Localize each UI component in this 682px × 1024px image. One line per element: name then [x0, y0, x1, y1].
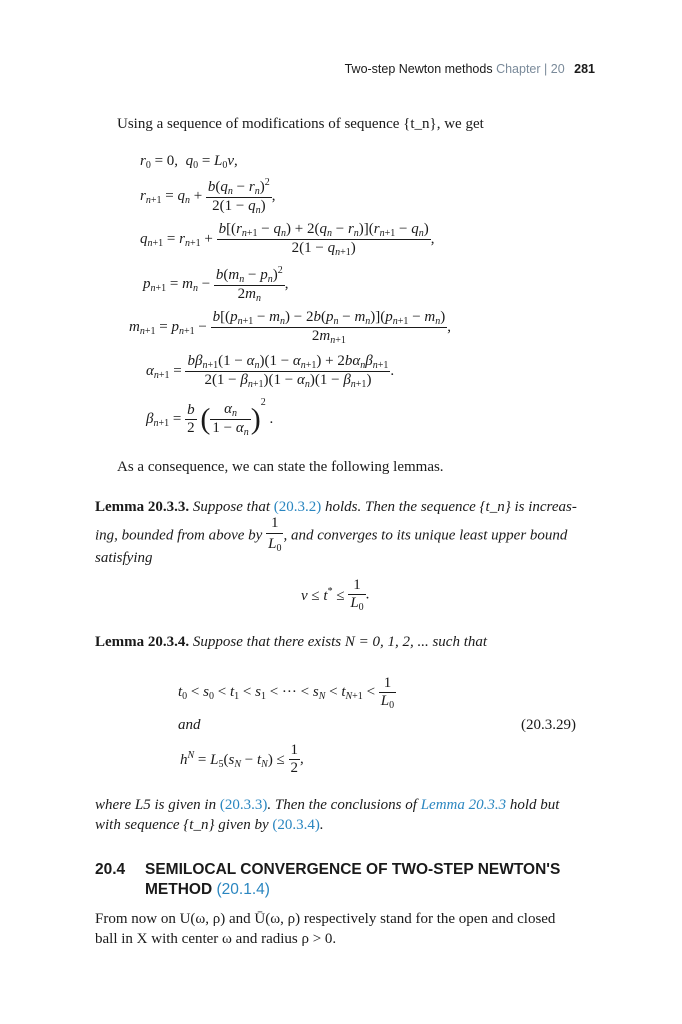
lemma1-line3: satisfying: [95, 550, 153, 566]
ref-20-3-2[interactable]: (20.3.2): [273, 499, 322, 515]
lemma1-line1: Lemma 20.3.3. Suppose that (20.3.2) holds. Then the sequence {t_n} is increas-: [95, 499, 577, 515]
equation-r-next: $r_{n+1} = q_n$ + $\frac{b(q_n - r_n)^2}{2(1 - q_n)}$ ,: [140, 177, 276, 216]
lemma1-line2: ing, bounded from above by $\frac{1}{L_0}$ , and converges to its unique least upper bound: [95, 513, 595, 559]
ref-20-3-3[interactable]: (20.3.3): [219, 797, 268, 813]
section-title-line1: SEMILOCAL CONVERGENCE OF TWO-STEP NEWTON'S: [145, 861, 561, 878]
equation-alpha-next: $\alpha_{n+1}$ = $\frac{b\beta_{n+1}(1 - \alpha_n)(1 - \alpha_{n+1}) + 2b\alpha_n\beta_{n+1}}{2(1 - \beta_{n+1})(1 - \alpha_n)(1 - \beta_{n+1})}$ .: [146, 353, 395, 390]
ref-lemma-20-3-3[interactable]: Lemma 20.3.3: [420, 797, 507, 813]
consequence-text: As a consequence, we can state the following lemmas.: [117, 459, 444, 475]
closing-line1: From now on U(ω, ρ) and Ū(ω, ρ) respectively stand for the open and closed: [95, 911, 556, 927]
equation-chain: $t_0 < s_0 < t_1 < s_1$ < ··· < $s_N < t_{N+1}$ < $\frac{1}{L_0}$: [178, 675, 395, 711]
ref-20-3-4[interactable]: (20.3.4): [272, 817, 320, 833]
intro-paragraph: [117, 114, 484, 134]
lemma2-and: and: [178, 717, 201, 733]
section-title-line2: METHOD (20.1.4): [145, 881, 270, 898]
closing-line2: ball in X with center ω and radius ρ > 0.: [95, 931, 337, 947]
equation-beta-next: $\beta_{n+1}$ = $\frac{b}{2}$ ( $\frac{\alpha_n}{1 - \alpha_n}$ )$^2$ .: [146, 397, 274, 439]
lemma2-line1: Lemma 20.3.4. Suppose that there exists N = 0, 1, 2, ... such that: [95, 634, 488, 650]
intro-text: Using a sequence of modifications of sequence {t_n}, we get: [117, 116, 484, 132]
equation-m-next: $m_{n+1} = p_{n+1}$ − $\frac{b[(p_{n+1} - m_n) - 2b(p_n - m_n)](p_{n+1} - m_n)}{2m_{n+1}}$ ,: [129, 309, 451, 346]
lemma2-with-line: with sequence {t_n} given by (20.3.4).: [95, 817, 324, 833]
lemma2-label: Lemma 20.3.4.: [95, 634, 190, 650]
ref-20-1-4[interactable]: (20.1.4): [216, 881, 270, 898]
running-header: [0, 62, 595, 76]
chapter-label: Chapter | 20: [496, 62, 565, 76]
lemma2-where-line: where L5 is given in (20.3.3). Then the conclusions of Lemma 20.3.3 hold but: [95, 797, 560, 813]
section-number: 20.4: [95, 861, 126, 878]
lemma1-label: Lemma 20.3.3.: [95, 499, 190, 515]
equation-q-next: $q_{n+1} = r_{n+1}$ + $\frac{b[(r_{n+1} - q_n) + 2(q_n - r_n)](r_{n+1} - q_n)}{2(1 - q_{n+1})}$ ,: [140, 221, 435, 258]
equation-r0-q0: $r_0 = 0$, $q_0 = L_0\nu$,: [140, 153, 238, 171]
equation-p-next: $p_{n+1} = m_n$ − $\frac{b(m_n - p_n)^2}{2m_n}$ ,: [143, 265, 289, 304]
page-number: 281: [574, 62, 595, 76]
equation-hN: $h^N = L_5(s_N - t_N)$ ≤ $\frac{1}{2}$ ,: [180, 742, 304, 776]
closing-paragraph: [95, 909, 600, 949]
equation-number: (20.3.29): [521, 717, 576, 733]
running-title: Two-step Newton methods: [344, 62, 493, 76]
consequence-paragraph: [117, 457, 444, 477]
equation-bound: ν ≤ t* ≤ $\frac{1}{L_0}$ .: [301, 577, 370, 613]
